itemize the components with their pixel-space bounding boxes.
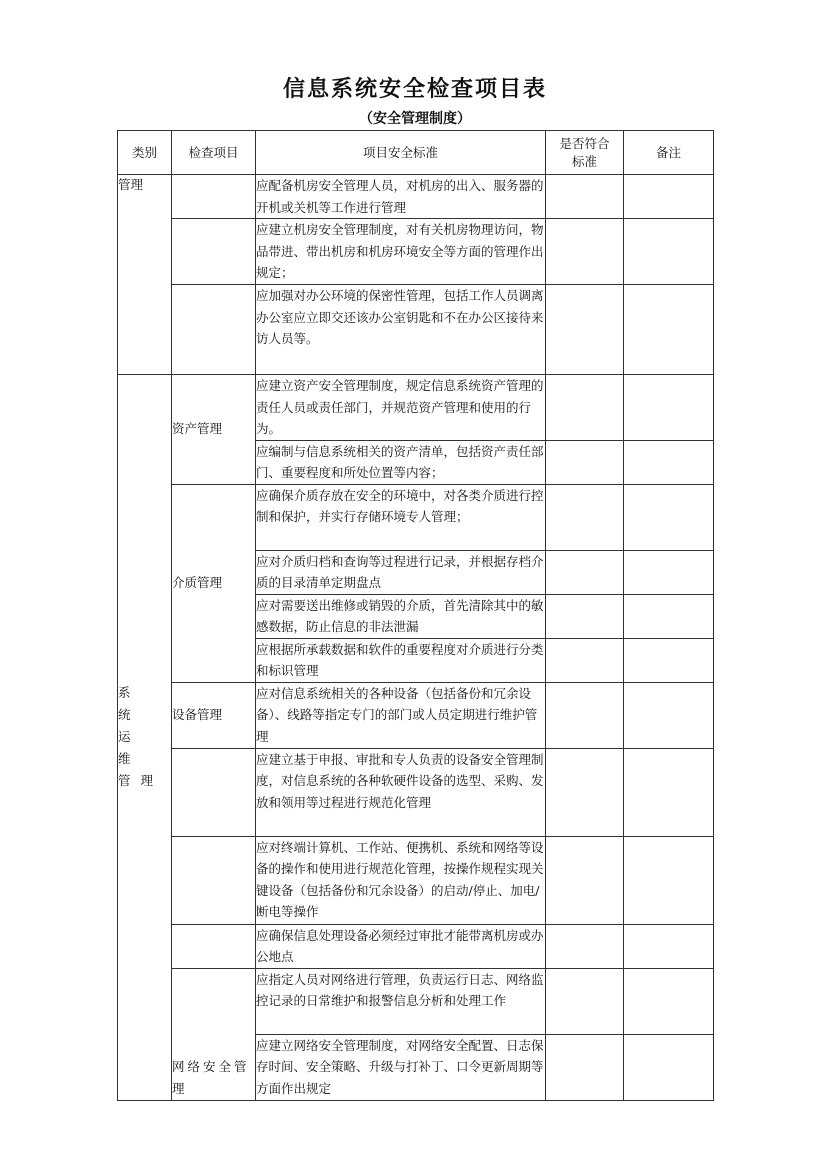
table-row — [118, 748, 714, 836]
check-item-empty — [172, 924, 256, 968]
table-row — [118, 484, 714, 550]
standard-cell: 应确保介质存放在安全的环境中，对各类介质进行控制和保护，并实行存储环境专人管理； — [256, 484, 546, 550]
check-item-empty — [172, 285, 256, 375]
header-check-item: 检查项目 — [172, 131, 256, 175]
check-item-asset: 资产管理 — [172, 375, 256, 485]
standard-cell: 应加强对办公环境的保密性管理，包括工作人员调离办公室应立即交还该办公室钥匙和不在办公区接待来访人员等。 — [256, 285, 546, 375]
category-ops: 系 统 运 维 管理 — [118, 375, 172, 1101]
table-row — [118, 682, 714, 748]
remark-cell[interactable] — [624, 484, 714, 550]
header-row — [118, 131, 714, 175]
remark-cell[interactable] — [624, 924, 714, 968]
checklist-table — [117, 130, 714, 1101]
table-row — [118, 285, 714, 375]
compliant-cell[interactable] — [546, 550, 624, 594]
remark-cell[interactable] — [624, 219, 714, 285]
compliant-cell[interactable] — [546, 748, 624, 836]
compliant-cell[interactable] — [546, 219, 624, 285]
table-row — [118, 836, 714, 924]
check-item-media: 介质管理 — [172, 484, 256, 682]
check-item-empty — [172, 836, 256, 924]
compliant-cell[interactable] — [546, 175, 624, 219]
compliant-cell[interactable] — [546, 375, 624, 441]
standard-cell: 应指定人员对网络进行管理，负责运行日志、网络监控记录的日常维护和报警信息分析和处理工作 — [256, 968, 546, 1034]
compliant-cell[interactable] — [546, 285, 624, 375]
page-subtitle: （安全管理制度） — [359, 111, 471, 127]
header-remark: 备注 — [624, 131, 714, 175]
table-row — [118, 375, 714, 441]
check-item-empty — [172, 175, 256, 219]
remark-cell[interactable] — [624, 375, 714, 441]
check-item-device: 设备管理 — [172, 682, 256, 748]
check-item-empty — [172, 748, 256, 836]
standard-cell: 应编制与信息系统相关的资产清单，包括资产责任部门、重要程度和所处位置等内容； — [256, 440, 546, 484]
header-standard: 项目安全标准 — [256, 131, 546, 175]
table-row — [118, 968, 714, 1034]
compliant-cell[interactable] — [546, 484, 624, 550]
check-item-empty — [172, 219, 256, 285]
check-item-network: 网络安全管理 — [172, 968, 256, 1100]
compliant-cell[interactable] — [546, 968, 624, 1034]
header-category: 类别 — [118, 131, 172, 175]
header-compliant: 是否符合 标准 — [546, 131, 624, 175]
table-row — [118, 219, 714, 285]
compliant-cell[interactable] — [546, 1034, 624, 1100]
remark-cell[interactable] — [624, 682, 714, 748]
remark-cell[interactable] — [624, 968, 714, 1034]
standard-cell: 应根据所承载数据和软件的重要程度对介质进行分类和标识管理 — [256, 638, 546, 682]
standard-cell: 应配备机房安全管理人员，对机房的出入、服务器的开机或关机等工作进行管理 — [256, 175, 546, 219]
compliant-cell[interactable] — [546, 924, 624, 968]
remark-cell[interactable] — [624, 638, 714, 682]
standard-cell: 应对介质归档和查询等过程进行记录，并根据存档介质的目录清单定期盘点 — [256, 550, 546, 594]
table-row — [118, 175, 714, 219]
standard-cell: 应建立网络安全管理制度，对网络安全配置、日志保存时间、安全策略、升级与打补丁、口令更新周期等方面作出规定 — [256, 1034, 546, 1100]
remark-cell[interactable] — [624, 836, 714, 924]
standard-cell: 应确保信息处理设备必须经过审批才能带离机房或办公地点 — [256, 924, 546, 968]
remark-cell[interactable] — [624, 175, 714, 219]
remark-cell[interactable] — [624, 285, 714, 375]
compliant-cell[interactable] — [546, 638, 624, 682]
category-mgmt: 管理 — [118, 175, 172, 375]
remark-cell[interactable] — [624, 1034, 714, 1100]
standard-cell: 应对信息系统相关的各种设备（包括备份和冗余设备）、线路等指定专门的部门或人员定期进行维护管理 — [256, 682, 546, 748]
compliant-cell[interactable] — [546, 682, 624, 748]
compliant-cell[interactable] — [546, 836, 624, 924]
remark-cell[interactable] — [624, 748, 714, 836]
table-row — [118, 924, 714, 968]
standard-cell: 应对需要送出维修或销毁的介质，首先清除其中的敏感数据，防止信息的非法泄漏 — [256, 594, 546, 638]
remark-cell[interactable] — [624, 594, 714, 638]
standard-cell: 应对终端计算机、工作站、便携机、系统和网络等设备的操作和使用进行规范化管理，按操作规程实现关键设备（包括备份和冗余设备）的启动/停止、加电/断电等操作 — [256, 836, 546, 924]
remark-cell[interactable] — [624, 550, 714, 594]
remark-cell[interactable] — [624, 440, 714, 484]
standard-cell: 应建立基于申报、审批和专人负责的设备安全管理制度，对信息系统的各种软硬件设备的选型、采购、发放和领用等过程进行规范化管理 — [256, 748, 546, 836]
compliant-cell[interactable] — [546, 440, 624, 484]
page-title: 信息系统安全检查项目表 — [282, 76, 547, 102]
standard-cell: 应建立资产安全管理制度，规定信息系统资产管理的责任人员或责任部门，并规范资产管理和使用的行为。 — [256, 375, 546, 441]
compliant-cell[interactable] — [546, 594, 624, 638]
standard-cell: 应建立机房安全管理制度，对有关机房物理访问，物品带进、带出机房和机房环境安全等方面的管理作出规定； — [256, 219, 546, 285]
